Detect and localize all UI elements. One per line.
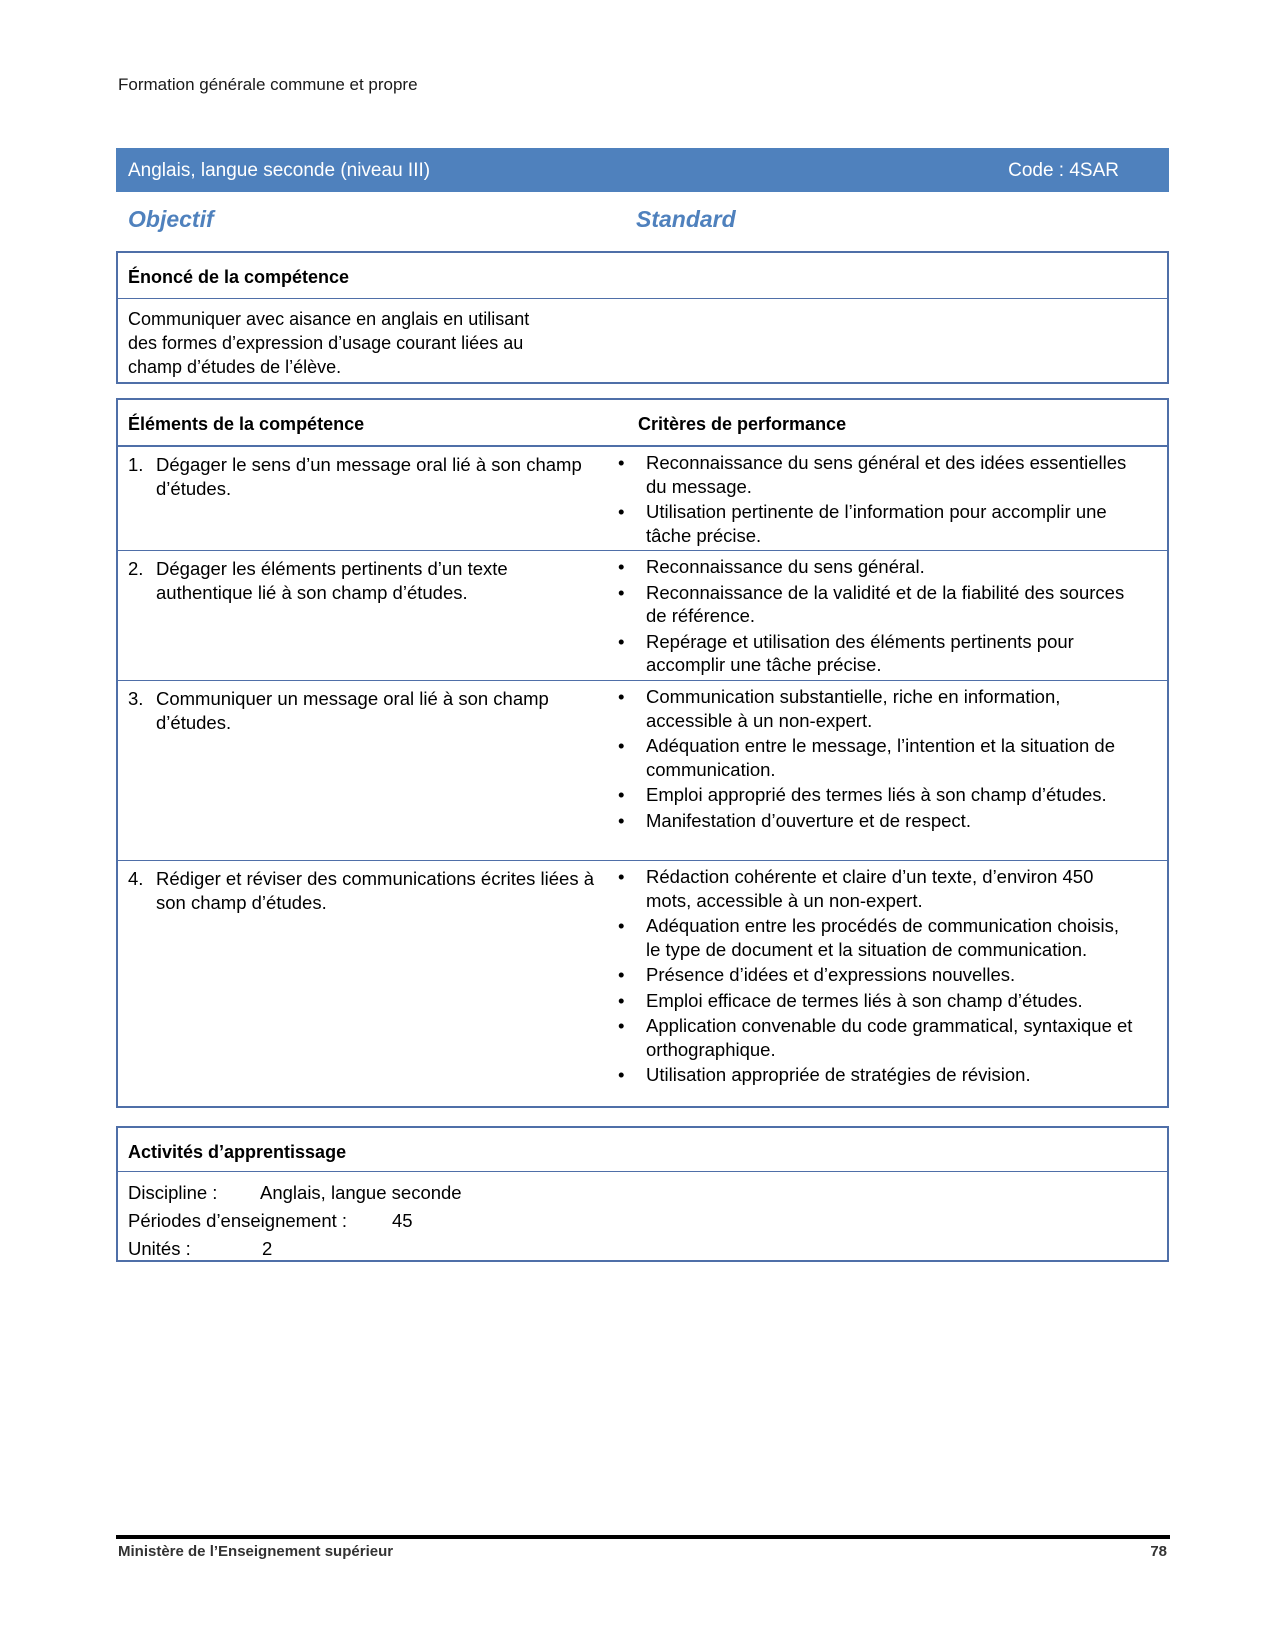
competence-statement-title: Énoncé de la compétence: [128, 267, 350, 287]
element-number: 4.: [128, 868, 144, 889]
criterion-item: • Utilisation pertinente de l’information pour accomplir une tâche précise.: [618, 500, 1138, 547]
criterion-item: • Présence d’idées et d’expressions nouvelles.: [618, 963, 1138, 987]
criteria-list: [618, 865, 1138, 1089]
table-row: [118, 680, 1167, 860]
elements-table-header: [118, 400, 1167, 446]
discipline-value: Anglais, langue seconde: [260, 1182, 462, 1203]
element-description: Communiquer un message oral lié à son champ d’études.: [156, 688, 549, 733]
elements-column-header: Éléments de la compétence: [128, 414, 365, 434]
criterion-item: • Adéquation entre les procédés de communication choisis, le type de document et la situation de communication.: [618, 914, 1138, 961]
footer-ministry: Ministère de l’Enseignement supérieur: [118, 1543, 394, 1560]
element-description: Dégager les éléments pertinents d’un texte authentique lié à son champ d’études.: [156, 558, 508, 603]
criterion-item: • Adéquation entre le message, l’intention et la situation de communication.: [618, 734, 1138, 781]
units-label: Unités :: [128, 1238, 191, 1259]
units-value: 2: [262, 1238, 273, 1259]
element-text: [128, 867, 598, 915]
discipline-line: [128, 1182, 462, 1204]
learning-activities-title: Activités d’apprentissage: [128, 1142, 347, 1162]
criterion-item: • Reconnaissance de la validité et de la fiabilité des sources de référence.: [618, 581, 1138, 628]
table-row: [118, 446, 1167, 550]
course-code: Code : 4SAR: [1008, 160, 1119, 181]
statement-line: des formes d’expression d’usage courant liées au: [128, 333, 524, 353]
objective-heading: Objectif: [128, 206, 214, 232]
running-header: Formation générale commune et propre: [118, 75, 418, 94]
criteria-list: [618, 555, 1138, 679]
periods-line: [128, 1210, 413, 1232]
element-text: [128, 557, 598, 605]
course-title-bar: [116, 148, 1169, 192]
periods-value: 45: [392, 1210, 413, 1231]
page-number: 78: [1150, 1543, 1167, 1560]
competence-statement-box: [116, 251, 1169, 384]
course-title: Anglais, langue seconde (niveau III): [128, 160, 431, 181]
competence-statement-text: [118, 299, 608, 387]
criterion-item: • Communication substantielle, riche en information, accessible à un non-expert.: [618, 685, 1138, 732]
learning-activities-box: [116, 1126, 1169, 1262]
criterion-item: • Reconnaissance du sens général et des idées essentielles du message.: [618, 451, 1138, 498]
element-text: [128, 687, 598, 735]
discipline-label: Discipline :: [128, 1182, 218, 1203]
statement-line: Communiquer avec aisance en anglais en utilisant: [128, 309, 530, 329]
element-description: Dégager le sens d’un message oral lié à son champ d’études.: [156, 454, 582, 499]
criteria-list: [618, 685, 1138, 834]
criterion-item: • Utilisation appropriée de stratégies de révision.: [618, 1063, 1138, 1087]
table-row: [118, 550, 1167, 680]
statement-line: champ d’études de l’élève.: [128, 357, 342, 377]
criterion-item: • Rédaction cohérente et claire d’un texte, d’environ 450 mots, accessible à un non-expert.: [618, 865, 1138, 912]
learning-activities-header: [118, 1128, 1167, 1172]
periods-label: Périodes d’enseignement :: [128, 1210, 348, 1231]
element-description: Rédiger et réviser des communications écrites liées à son champ d’études.: [156, 868, 595, 913]
units-line: [128, 1238, 273, 1260]
criterion-item: • Manifestation d’ouverture et de respect.: [618, 809, 1138, 833]
table-row: [118, 860, 1167, 1109]
criterion-item: • Emploi approprié des termes liés à son champ d’études.: [618, 783, 1138, 807]
element-number: 3.: [128, 688, 144, 709]
element-text: [128, 453, 598, 501]
criterion-item: • Application convenable du code grammatical, syntaxique et orthographique.: [618, 1014, 1138, 1061]
criterion-item: • Repérage et utilisation des éléments pertinents pour accomplir une tâche précise.: [618, 630, 1138, 677]
criteria-list: [618, 451, 1138, 549]
criteria-column-header: Critères de performance: [638, 414, 847, 434]
element-number: 2.: [128, 558, 144, 579]
element-number: 1.: [128, 454, 144, 475]
competence-statement-header: [118, 253, 1167, 299]
criterion-item: • Emploi efficace de termes liés à son champ d’études.: [618, 989, 1138, 1013]
standard-heading: Standard: [636, 206, 736, 232]
criterion-item: • Reconnaissance du sens général.: [618, 555, 1138, 579]
footer-divider: [116, 1535, 1170, 1539]
elements-table: [116, 398, 1169, 1108]
